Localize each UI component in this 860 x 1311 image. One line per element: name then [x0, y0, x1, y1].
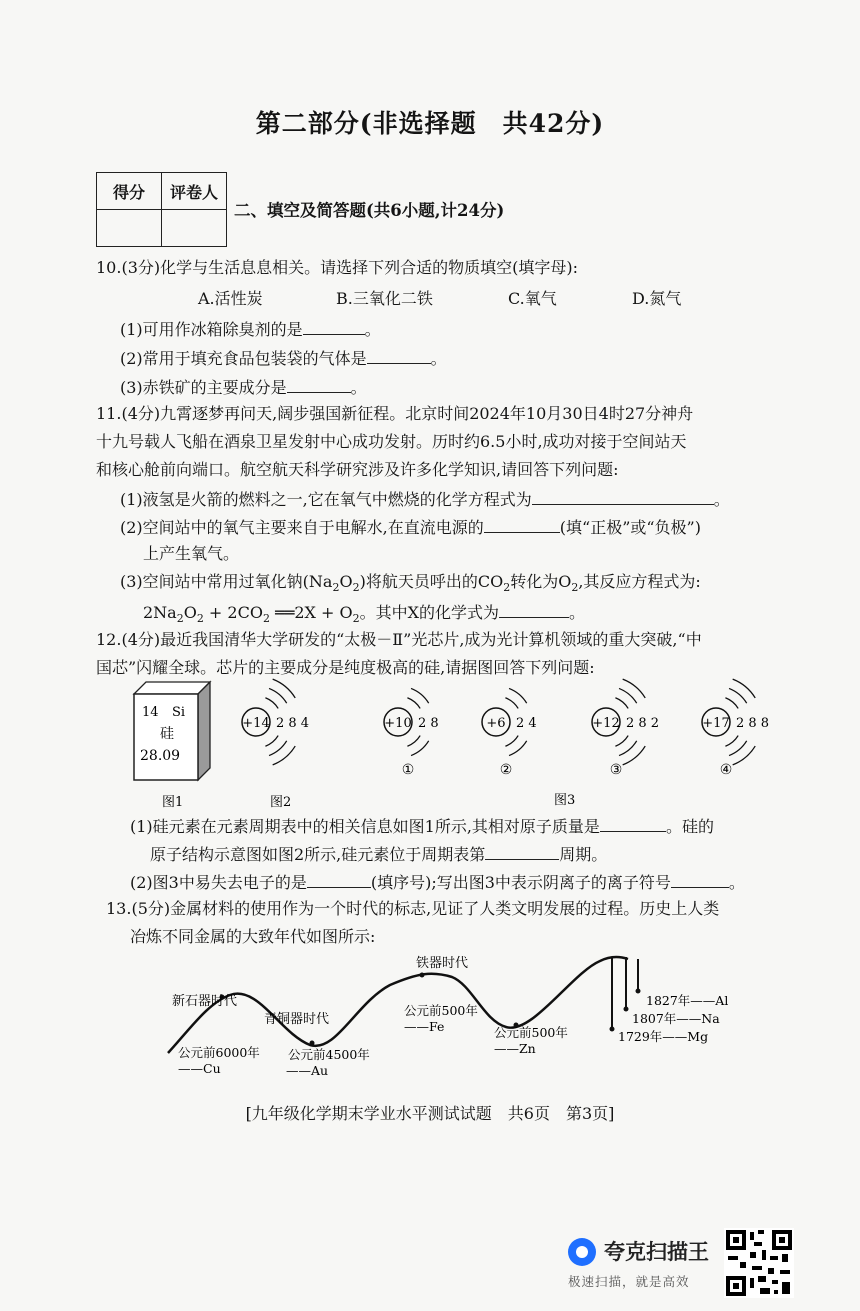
q13-line2: 冶炼不同金属的大致年代如图所示: — [130, 927, 376, 946]
element-symbol: Si — [172, 705, 186, 720]
q10-part2: (2)常用于填充食品包装袋的气体是 。 — [120, 349, 447, 368]
al-label: 1827年——Al — [646, 993, 729, 1008]
fig3-atom-3-electrons: 2 8 2 — [626, 716, 660, 731]
q10-option-a: A.活性炭 — [198, 289, 263, 308]
scanner-watermark — [566, 1234, 726, 1294]
q12-figures — [120, 676, 780, 816]
q10-option-c: C.氧气 — [508, 289, 557, 308]
qr-code-icon — [724, 1228, 794, 1298]
q10-blank3[interactable] — [287, 376, 351, 393]
au-year: 公元前4500年 — [288, 1047, 370, 1062]
metal-timeline — [160, 945, 760, 1085]
fe-metal: ——Fe — [404, 1019, 445, 1034]
fig3-atom-1 — [384, 688, 439, 778]
q11-part3: (3)空间站中常用过氧化钠$(Na_2O_2)$将航天员呼出的$CO_2$转化为$O_2$,其反应方程式为: — [120, 572, 701, 595]
fig3-atom-2-electrons: 2 4 — [516, 716, 537, 731]
q12-blank3[interactable] — [307, 871, 371, 888]
fig3-atom-1-label: ① — [401, 762, 415, 778]
fig3-atom-2 — [482, 688, 537, 778]
zn-metal: ——Zn — [494, 1041, 536, 1056]
q12-blank2[interactable] — [485, 843, 559, 860]
era-bronze: 青铜器时代 — [264, 1012, 330, 1027]
q12-part2: (2)图3中易失去电子的是 (填序号);写出图3中表示阴离子的离子符号 。 — [130, 873, 745, 892]
q11-part2-end: 上产生氧气。 — [143, 544, 240, 563]
element-name: 硅 — [160, 726, 174, 742]
na-label: 1807年——Na — [632, 1011, 720, 1026]
element-card — [134, 682, 210, 780]
fig3-atom-1-nucleus: +10 — [384, 716, 412, 731]
q11-blank3[interactable] — [499, 601, 569, 618]
fig3-atom-3-nucleus: +12 — [592, 716, 620, 731]
score-cell — [97, 210, 162, 247]
q10-stem: 10.(3分)化学与生活息息相关。请选择下列合适的物质填空(填字母): — [96, 258, 578, 277]
zn-year: 公元前500年 — [494, 1025, 568, 1040]
q11-part1: (1)液氢是火箭的燃料之一,它在氧气中燃烧的化学方程式为 。 — [120, 490, 730, 509]
q10-part1: (1)可用作冰箱除臭剂的是 。 — [120, 320, 381, 339]
q12-part1-cont: 原子结构示意图如图2所示,硅元素位于周期表第 周期。 — [150, 845, 608, 864]
q10-blank1[interactable] — [303, 318, 365, 335]
q10-part3: (3)赤铁矿的主要成分是 。 — [120, 378, 367, 397]
reviewer-cell — [162, 210, 227, 247]
section-heading: 二、填空及简答题(共6小题,计24分) — [234, 201, 505, 220]
element-mass: 28.09 — [140, 748, 181, 764]
q11-line2: 十九号载人飞船在酒泉卫星发射中心成功发射。历时约6.5小时,成功对接于空间站天 — [96, 432, 687, 451]
fig1-label: 图1 — [162, 795, 184, 810]
fig3-atom-4 — [702, 679, 769, 778]
fig3-atom-2-label: ② — [499, 762, 513, 778]
scanner-slogan: 极速扫描，就是高效 — [568, 1274, 690, 1289]
page-title: 第二部分(非选择题 共42分) — [255, 109, 605, 138]
score-header: 得分 — [97, 173, 162, 210]
fig3-atom-3 — [592, 679, 659, 778]
q11-line1: 11.(4分)九霄逐梦再问天,阔步强国新征程。北京时间2024年10月30日4时27分神舟 — [96, 404, 694, 423]
q11-blank2[interactable] — [484, 516, 560, 533]
q12-line1: 12.(4分)最近我国清华大学研发的“太极－Ⅱ”光芯片,成为光计算机领域的重大突破,“中 — [96, 630, 702, 649]
fig2-atom-nucleus: +14 — [242, 716, 270, 731]
q11-part2: (2)空间站中的氧气主要来自于电解水,在直流电源的 (填“正极”或“负极”) — [120, 518, 701, 537]
fe-year: 公元前500年 — [404, 1003, 478, 1018]
reviewer-header: 评卷人 — [162, 173, 227, 210]
fig2-atom-electrons: 2 8 4 — [276, 716, 310, 731]
q11-equation: $2Na_2O_2 + 2CO_2$ ══2X + $O_2$。其中X的化学式为 。 — [143, 603, 586, 626]
fig3-atom-3-label: ③ — [609, 762, 623, 778]
q10-option-b: B.三氧化二铁 — [336, 289, 433, 308]
cu-metal: ——Cu — [178, 1061, 221, 1076]
scanner-logo-icon — [568, 1238, 596, 1266]
fig3-atom-4-label: ④ — [719, 762, 733, 778]
q10-blank2[interactable] — [367, 347, 431, 364]
q10-option-d: D.氮气 — [632, 289, 682, 308]
fig2-label: 图2 — [270, 795, 292, 810]
fig3-atom-1-electrons: 2 8 — [418, 716, 439, 731]
fig3-atom-4-nucleus: +17 — [702, 716, 730, 731]
score-table — [96, 172, 227, 247]
q12-blank1[interactable] — [600, 815, 666, 832]
fig3-label: 图3 — [554, 793, 576, 808]
q11-blank1[interactable] — [532, 488, 714, 505]
q12-part1: (1)硅元素在元素周期表中的相关信息如图1所示,其相对原子质量是 。硅的 — [130, 817, 714, 836]
era-iron: 铁器时代 — [416, 956, 469, 971]
q11-line3: 和核心舱前向端口。航空航天科学研究涉及许多化学知识,请回答下列问题: — [96, 460, 619, 479]
q13-line1: 13.(5分)金属材料的使用作为一个时代的标志,见证了人类文明发展的过程。历史上人类 — [106, 899, 720, 918]
fig3-atom-4-electrons: 2 8 8 — [736, 716, 770, 731]
mg-label: 1729年——Mg — [618, 1029, 709, 1044]
q12-blank4[interactable] — [671, 871, 729, 888]
au-metal: ——Au — [286, 1063, 329, 1078]
q12-line2: 国芯”闪耀全球。芯片的主要成分是纯度极高的硅,请据图回答下列问题: — [96, 658, 595, 677]
page-footer: [九年级化学期末学业水平测试试题 共6页 第3页] — [245, 1104, 615, 1123]
era-neolithic: 新石器时代 — [172, 994, 238, 1009]
fig3-atom-2-nucleus: +6 — [486, 716, 506, 731]
cu-year: 公元前6000年 — [178, 1045, 260, 1060]
scanner-brand-name: 夸克扫描王 — [604, 1240, 709, 1264]
element-number: 14 — [142, 705, 159, 720]
fig2-atom — [242, 679, 309, 765]
